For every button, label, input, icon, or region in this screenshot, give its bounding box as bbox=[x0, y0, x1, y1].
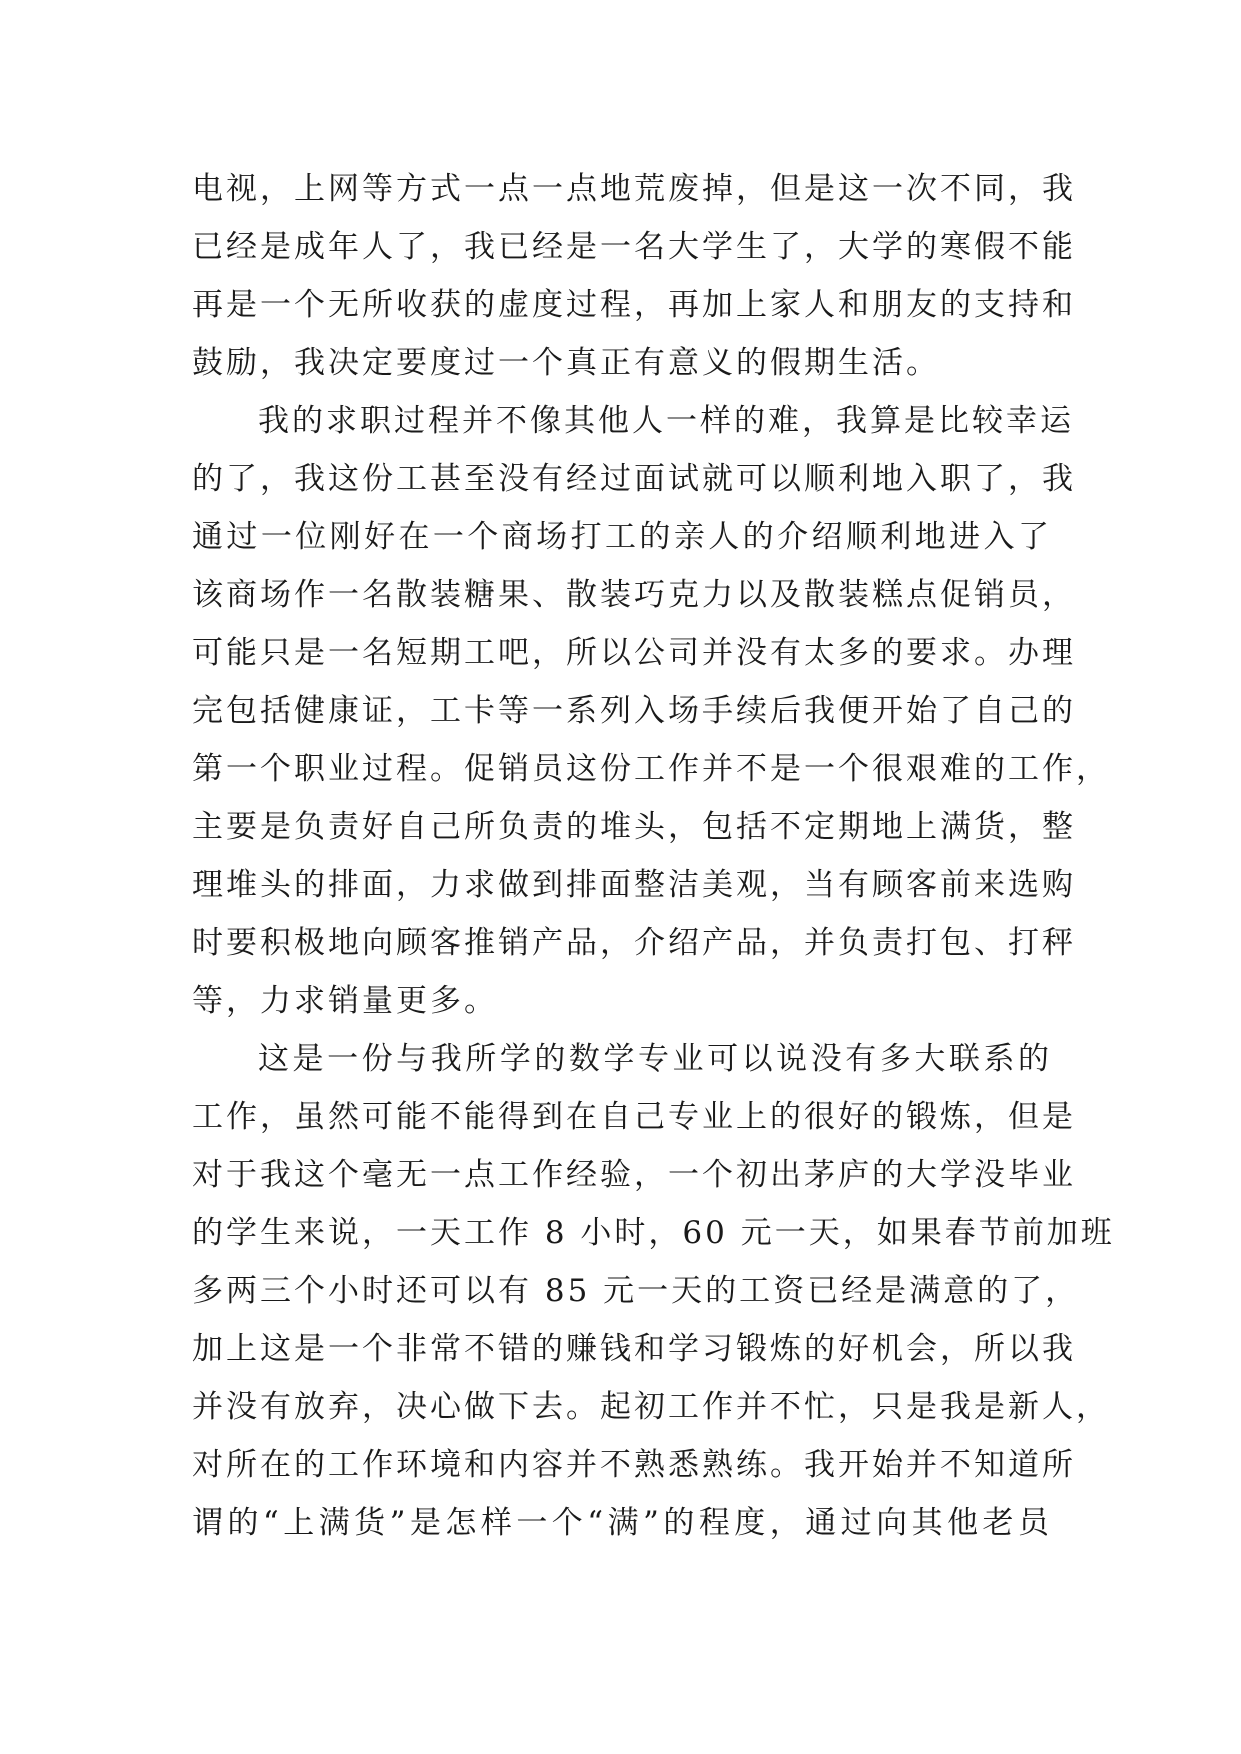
text-line: 完包括健康证，工卡等一系列入场手续后我便开始了自己的 bbox=[192, 693, 1076, 729]
text-line: 并没有放弃，决心做下去。起初工作并不忙，只是我是新人， bbox=[192, 1389, 1110, 1425]
text-line: 主要是负责好自己所负责的堆头，包括不定期地上满货，整 bbox=[192, 809, 1076, 845]
text-line: 等，力求销量更多。 bbox=[192, 983, 498, 1019]
paragraph-2 bbox=[192, 392, 1110, 1030]
text-line: 可能只是一名短期工吧，所以公司并没有太多的要求。办理 bbox=[192, 635, 1076, 671]
document-body bbox=[192, 160, 1115, 1552]
text-line: 时要积极地向顾客推销产品，介绍产品，并负责打包、打秤 bbox=[192, 925, 1076, 961]
text-line: 对于我这个毫无一点工作经验，一个初出茅庐的大学没毕业 bbox=[192, 1157, 1076, 1193]
text-line: 鼓励，我决定要度过一个真正有意义的假期生活。 bbox=[192, 345, 940, 381]
text-line: 加上这是一个非常不错的赚钱和学习锻炼的好机会，所以我 bbox=[192, 1331, 1076, 1367]
text-line: 谓的“上满货”是怎样一个“满”的程度，通过向其他老员 bbox=[192, 1505, 1052, 1541]
text-line: 对所在的工作环境和内容并不熟悉熟练。我开始并不知道所 bbox=[192, 1447, 1076, 1483]
paragraph-3 bbox=[192, 1030, 1115, 1552]
text-line: 的学生来说，一天工作 8 小时，60 元一天，如果春节前加班 bbox=[192, 1215, 1115, 1251]
text-line: 工作，虽然可能不能得到在自己专业上的很好的锻炼，但是 bbox=[192, 1099, 1076, 1135]
text-line: 这是一份与我所学的数学专业可以说没有多大联系的 bbox=[258, 1041, 1052, 1077]
paragraph-1 bbox=[192, 160, 1076, 392]
text-line: 的了，我这份工甚至没有经过面试就可以顺利地入职了，我 bbox=[192, 461, 1076, 497]
text-line: 第一个职业过程。促销员这份工作并不是一个很艰难的工作， bbox=[192, 751, 1110, 787]
text-line: 我的求职过程并不像其他人一样的难，我算是比较幸运 bbox=[258, 403, 1074, 439]
text-line: 通过一位刚好在一个商场打工的亲人的介绍顺利地进入了 bbox=[192, 519, 1052, 555]
text-line: 已经是成年人了，我已经是一名大学生了，大学的寒假不能 bbox=[192, 229, 1076, 265]
text-line: 多两三个小时还可以有 85 元一天的工资已经是满意的了， bbox=[192, 1273, 1080, 1309]
text-line: 电视，上网等方式一点一点地荒废掉，但是这一次不同，我 bbox=[192, 171, 1076, 207]
text-line: 再是一个无所收获的虚度过程，再加上家人和朋友的支持和 bbox=[192, 287, 1076, 323]
text-line: 理堆头的排面，力求做到排面整洁美观，当有顾客前来选购 bbox=[192, 867, 1076, 903]
text-line: 该商场作一名散装糖果、散装巧克力以及散装糕点促销员， bbox=[192, 577, 1076, 613]
